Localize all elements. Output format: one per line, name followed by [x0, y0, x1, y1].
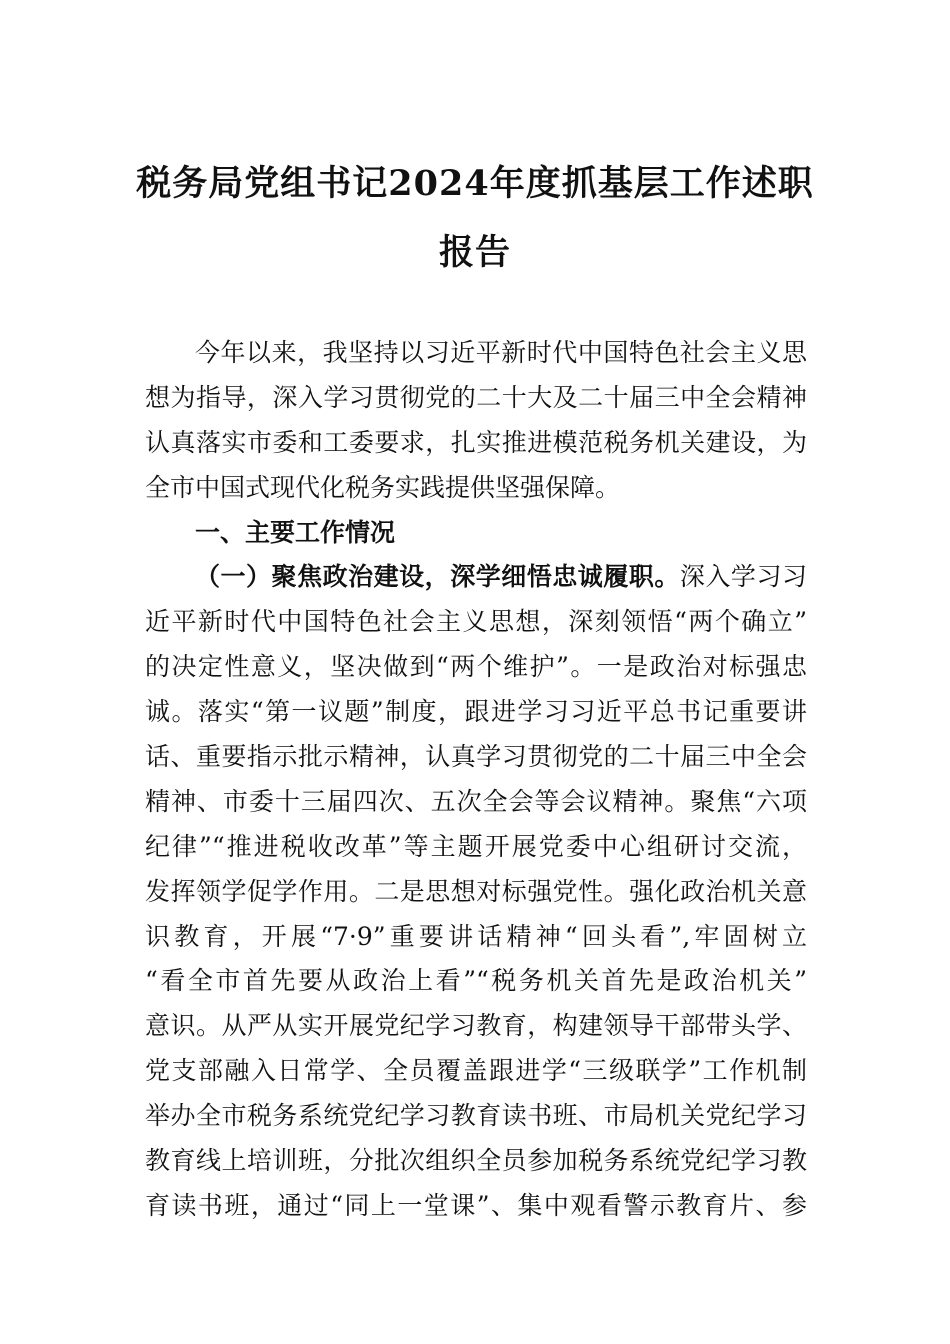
paragraph-line: 近平新时代中国特色社会主义思想，深刻领悟“两个确立”: [145, 607, 807, 637]
intro-line-2: 想为指导，深入学习贯彻党的二十大及二十届三中全会精神: [145, 382, 807, 412]
paragraph-line: “看全市首先要从政治上看”“税务机关首先是政治机关”: [145, 966, 807, 996]
subsection-1-first-line: [145, 555, 807, 600]
document-body: [145, 331, 807, 1229]
paragraph-line: 举办全市税务系统党纪学习教育读书班、市局机关党纪学习: [145, 1101, 807, 1131]
paragraph-line: 诚。落实“第一议题”制度，跟进学习习近平总书记重要讲: [145, 697, 807, 727]
paragraph-line: 识教育，开展“7·9”重要讲话精神“回头看”,牢固树立: [145, 921, 807, 951]
section-heading-main-work: 一、主要工作情况: [195, 517, 396, 547]
paragraph-line: 意识。从严从实开展党纪学习教育，构建领导干部带头学、: [145, 1011, 807, 1041]
paragraph-line: 教育线上培训班，分批次组织全员参加税务系统党纪学习教: [145, 1146, 807, 1176]
paragraph-line: 发挥领学促学作用。二是思想对标强党性。强化政治机关意: [145, 876, 807, 906]
intro-line-1: 今年以来，我坚持以习近平新时代中国特色社会主义思: [195, 338, 807, 367]
subsection-1-lead-rest: 深入学习习: [679, 562, 807, 592]
intro-line-4: 全市中国式现代化税务实践提供坚强保障。: [145, 472, 621, 502]
paragraph-line: 的决定性意义，坚决做到“两个维护”。一是政治对标强忠: [145, 652, 807, 682]
paragraph-line: 纪律”“推进税收改革”等主题开展党委中心组研讨交流，: [145, 831, 807, 861]
document-title-line-2: 报告: [438, 232, 511, 273]
paragraph-line: 党支部融入日常学、全员覆盖跟进学“三级联学”工作机制: [145, 1056, 807, 1086]
subsection-1-lead: （一）聚焦政治建设，深学细悟忠诚履职。: [195, 562, 680, 592]
document-title-line-1: 税务局党组书记2024年度抓基层工作述职: [136, 163, 814, 204]
paragraph-line: 育读书班，通过“同上一堂课”、集中观看警示教育片、参: [145, 1190, 807, 1220]
paragraph-line: 话、重要指示批示精神，认真学习贯彻党的二十届三中全会: [145, 742, 807, 772]
paragraph-line: 精神、市委十三届四次、五次全会等会议精神。聚焦“六项: [145, 786, 807, 816]
intro-line-3: 认真落实市委和工委要求，扎实推进模范税务机关建设，为: [145, 427, 807, 457]
